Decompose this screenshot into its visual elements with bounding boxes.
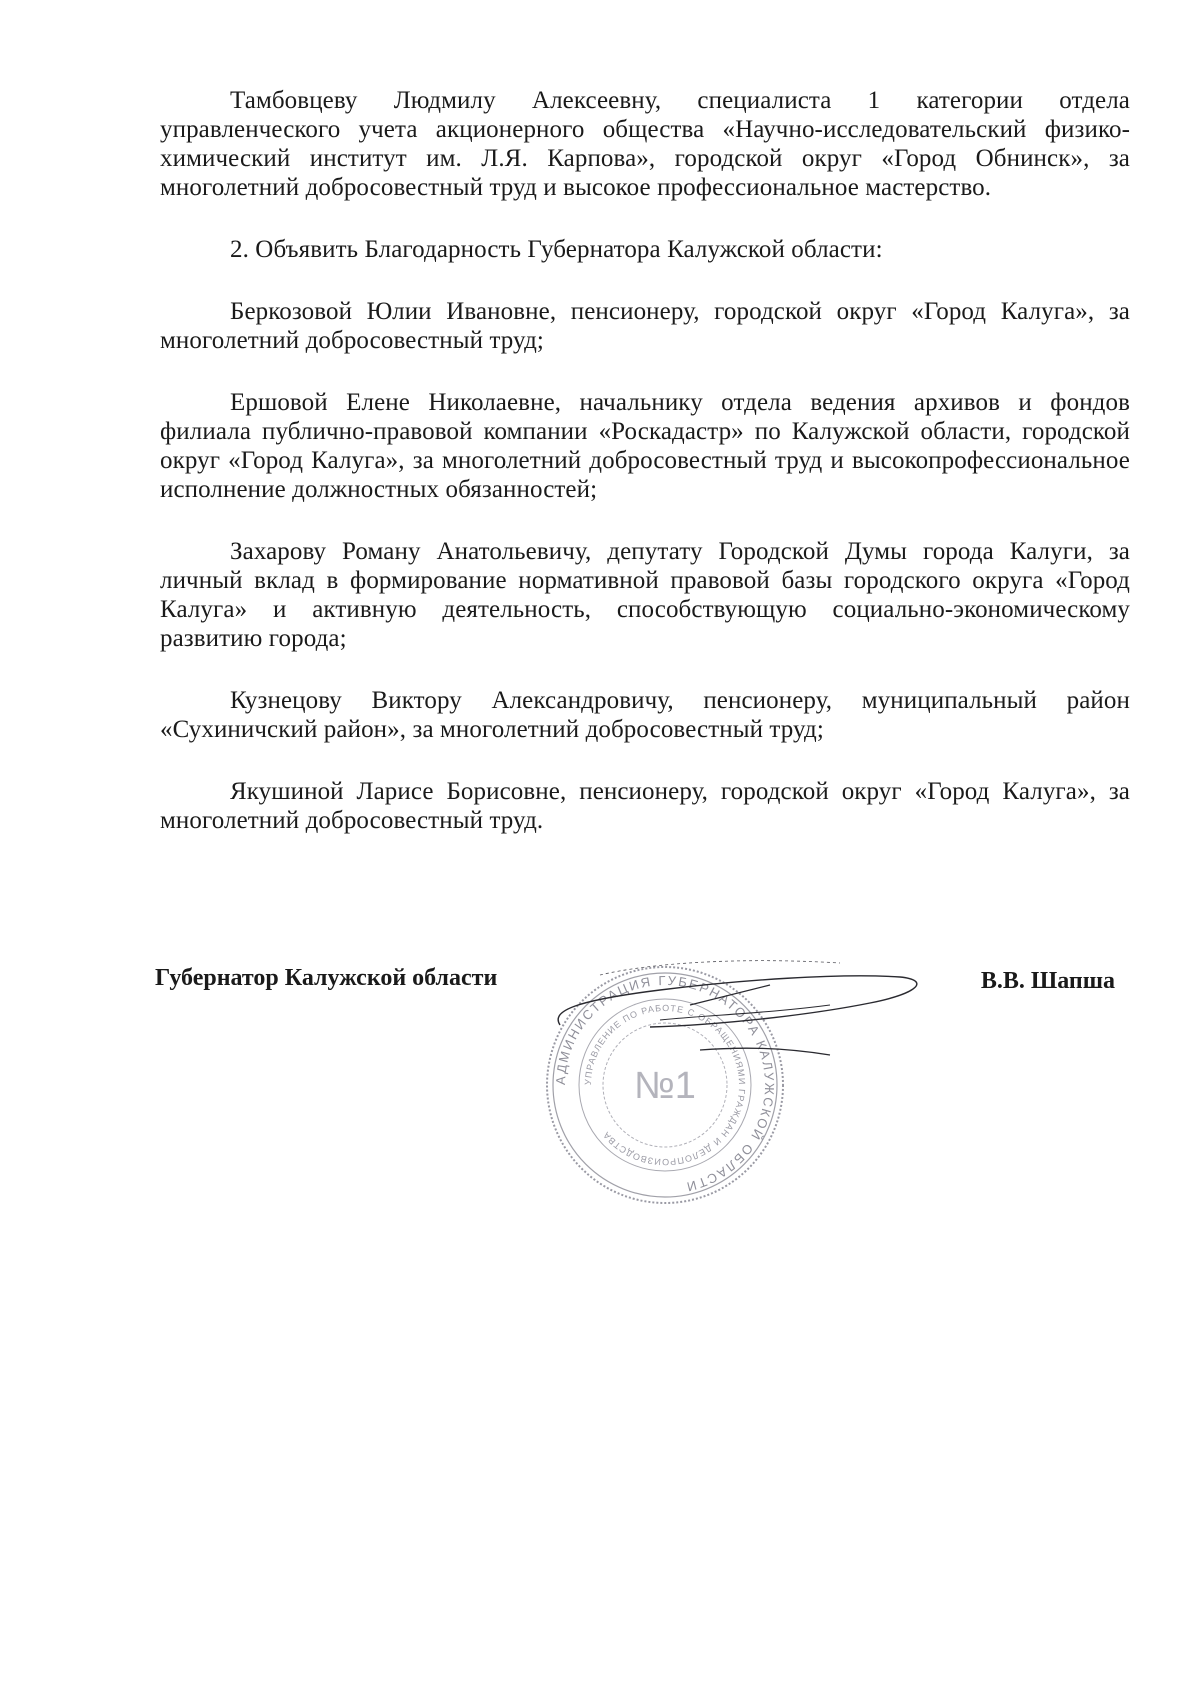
- paragraph-zakharov: Захарову Роману Анатольевичу, депутату Городской Думы города Калуги, за личный вклад в формирование нормативной правовой базы городского округа «Город Калуга» и активную деятельность, способствующую социально-экономическому развитию города;: [160, 538, 1130, 652]
- paragraph-kuznetsov: Кузнецову Виктору Александровичу, пенсионеру, муниципальный район «Сухиничский район», за многолетний добросовестный труд;: [160, 687, 1130, 743]
- signature-block: [155, 965, 1115, 1025]
- document-body: [160, 86, 1130, 835]
- seal-number: №1: [634, 1065, 696, 1107]
- paragraph-tambovtseva: Тамбовцеву Людмилу Алексеевну, специалиста 1 категории отдела управленческого учета акционерного общества «Научно-исследовательский физико-химический институт им. Л.Я. Карпова», городской округ «Город Обнинск», за многолетний добросовестный труд и высокое профессиональное мастерство.: [160, 87, 1130, 201]
- paragraph-yakushina: Якушиной Ларисе Борисовне, пенсионеру, городской округ «Город Калуга», за многолетний добросовестный труд.: [160, 778, 1130, 834]
- paragraph-ershova: Ершовой Елене Николаевне, начальнику отдела ведения архивов и фондов филиала публично-правовой компании «Роскадастр» по Калужской области, городской округ «Город Калуга», за многолетний добросовестный труд и высокопрофессиональное исполнение должностных обязанностей;: [160, 389, 1130, 503]
- paragraph-berkozova: Беркозовой Юлии Ивановне, пенсионеру, городской округ «Город Калуга», за многолетний добросовестный труд;: [160, 298, 1130, 354]
- paragraph-section-2-heading: 2. Объявить Благодарность Губернатора Калужской области:: [230, 236, 883, 263]
- signatory-position: Губернатор Калужской области: [155, 965, 498, 991]
- signatory-name: В.В. Шапша: [980, 968, 1115, 994]
- seal-inner-text: УПРАВЛЕНИЕ ПО РАБОТЕ С ОБРАЩЕНИЯМИ ГРАЖДАН И ДЕЛОПРОИЗВОДСТВА: [582, 1002, 748, 1168]
- seal-outer-text: АДМИНИСТРАЦИЯ ГУБЕРНАТОРА КАЛУЖСКОЙ ОБЛАСТИ: [552, 972, 778, 1195]
